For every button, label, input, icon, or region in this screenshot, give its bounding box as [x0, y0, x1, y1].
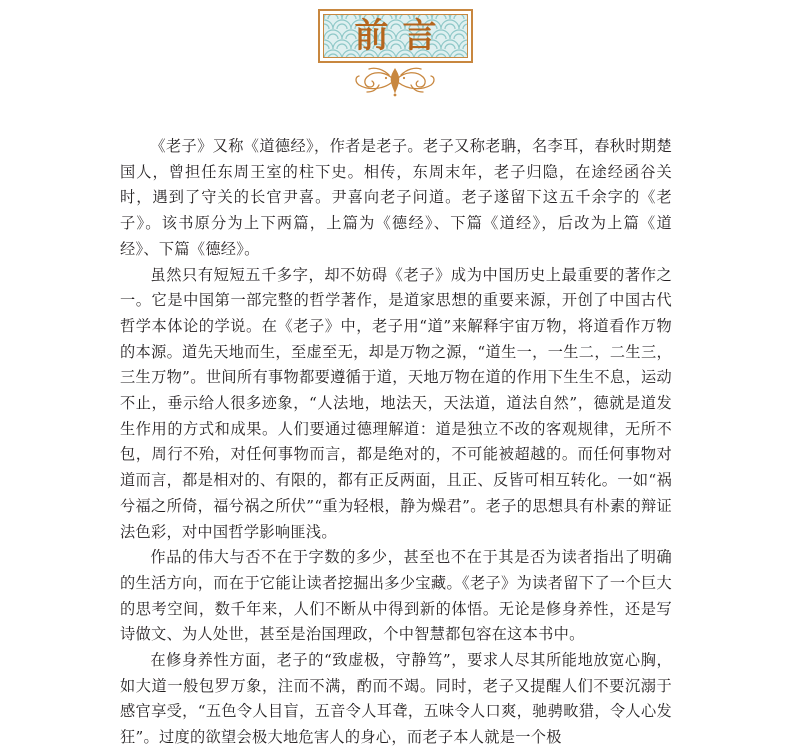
title-frame: [318, 9, 473, 63]
title-pattern-panel: [323, 14, 468, 58]
paragraph-3: 作品的伟大与否不在于字数的多少，甚至也不在于其是否为读者指出了明确的生活方向，而在于它能让读者挖掘出多少宝藏。《老子》为读者留下了一个巨大的思考空间，数千年来，人们不断从中得到新的体悟。无论是修身养性，还是写诗做文、为人处世，甚至是治国理政，个中智慧都包容在这本书中。: [120, 548, 672, 644]
ornament-icon: [349, 65, 441, 97]
paragraph-2: 虽然只有短短五千多字，却不妨碍《老子》成为中国历史上最重要的著作之一。它是中国第一部完整的哲学著作，是道家思想的重要来源，开创了中国古代哲学本体论的学说。在《老子》中，老子用“道”来解释宇宙万物，将道看作万物的本源。道先天地而生，至虚至无，却是万物之源，“道生一，一生二，二生三，三生万物”。世间所有事物都要遵循于道，天地万物在道的作用下生生不息，运动不止，垂示给人很多迹象，“人法地，地法天，天法道，道法自然”，德就是道发生作用的方式和成果。人们要通过德理解道：道是独立不改的客观规律，无所不包，周行不殆，对任何事物而言，都是绝对的，不可能被超越的。而任何事物对道而言，都是相对的、有限的，都有正反两面，且正、反皆可相互转化。一如“祸兮福之所倚，福兮祸之所伏”“重为轻根，静为燥君”。老子的思想具有朴素的辩证法色彩，对中国哲学影响匪浅。: [120, 265, 672, 541]
preface-body: [120, 134, 672, 751]
page-title: 前言: [354, 16, 451, 56]
paragraph-1: 《老子》又称《道德经》，作者是老子。老子又称老聃，名李耳，春秋时期楚国人，曾担任东周王室的柱下史。相传，东周末年，老子归隐，在途经函谷关时，遇到了守关的长官尹喜。尹喜向老子问道。老子遂留下这五千余字的《老子》。该书原分为上下两篇，上篇为《德经》、下篇《道经》，后改为上篇《道经》、下篇《德经》。: [120, 137, 672, 258]
paragraph-4: 在修身养性方面，老子的“致虚极，守静笃”，要求人尽其所能地放宽心胸，如大道一般包罗万象，注而不满，酌而不竭。同时，老子又提醒人们不要沉溺于感官享受，“五色令人目盲，五音令人耳聋，五味令人口爽，驰骋畋猎，令人心发狂”。过度的欲望会极大地危害人的身心，而老子本人就是一个极: [120, 651, 672, 747]
